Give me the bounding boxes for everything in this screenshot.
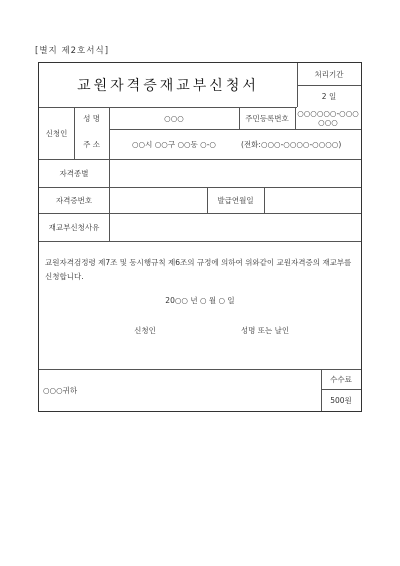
rrn-label: 주민등록번호	[245, 113, 289, 123]
processing-period-label: 처리기간	[314, 69, 344, 79]
rrn-value-text: ○○○○○○-○○○○○○	[297, 109, 359, 127]
request-date: 20○○ 년 ○ 월 ○ 일	[165, 295, 235, 305]
form-number: [별지 제2호서식]	[35, 46, 110, 56]
form-title: 교원자격증재교부신청서	[77, 78, 259, 94]
fee-label: 수수료	[330, 374, 352, 384]
application-form	[38, 62, 362, 412]
cert-number-value[interactable]	[109, 187, 207, 213]
name-label: 성 명	[83, 113, 100, 123]
cert-number-label: 자격증번호	[55, 195, 93, 205]
phone-value[interactable]: (전화:○○○-○○○○-○○○○)	[241, 139, 342, 149]
address-value[interactable]: ○○시 ○○구 ○○동 ○-○	[132, 139, 216, 149]
cert-type-value[interactable]	[109, 159, 361, 187]
rrn-value[interactable]	[295, 107, 361, 129]
issue-date-label: 발급연월일	[217, 195, 254, 205]
address-label: 주 소	[83, 139, 100, 149]
addressee: ○○○귀하	[43, 385, 78, 395]
signer-label: 신청인	[134, 325, 156, 335]
applicant-label: 신청인	[45, 128, 68, 138]
cert-type-label: 자격종별	[59, 168, 89, 178]
name-value[interactable]: ○○○	[164, 113, 184, 123]
issue-date-value[interactable]	[264, 187, 361, 213]
sign-label[interactable]: 성명 또는 날인	[240, 325, 290, 335]
processing-period-value: 2 일	[321, 91, 337, 101]
request-text: 교원자격검정령 제7조 및 동시행규칙 제6조의 규정에 의하여 위와같이 교원자격증의 재교부를 신청합니다.	[45, 258, 352, 281]
reissue-reason-value[interactable]	[109, 213, 361, 241]
reissue-reason-label: 재교부신청사유	[48, 222, 100, 232]
fee-value: 500원	[330, 395, 352, 405]
